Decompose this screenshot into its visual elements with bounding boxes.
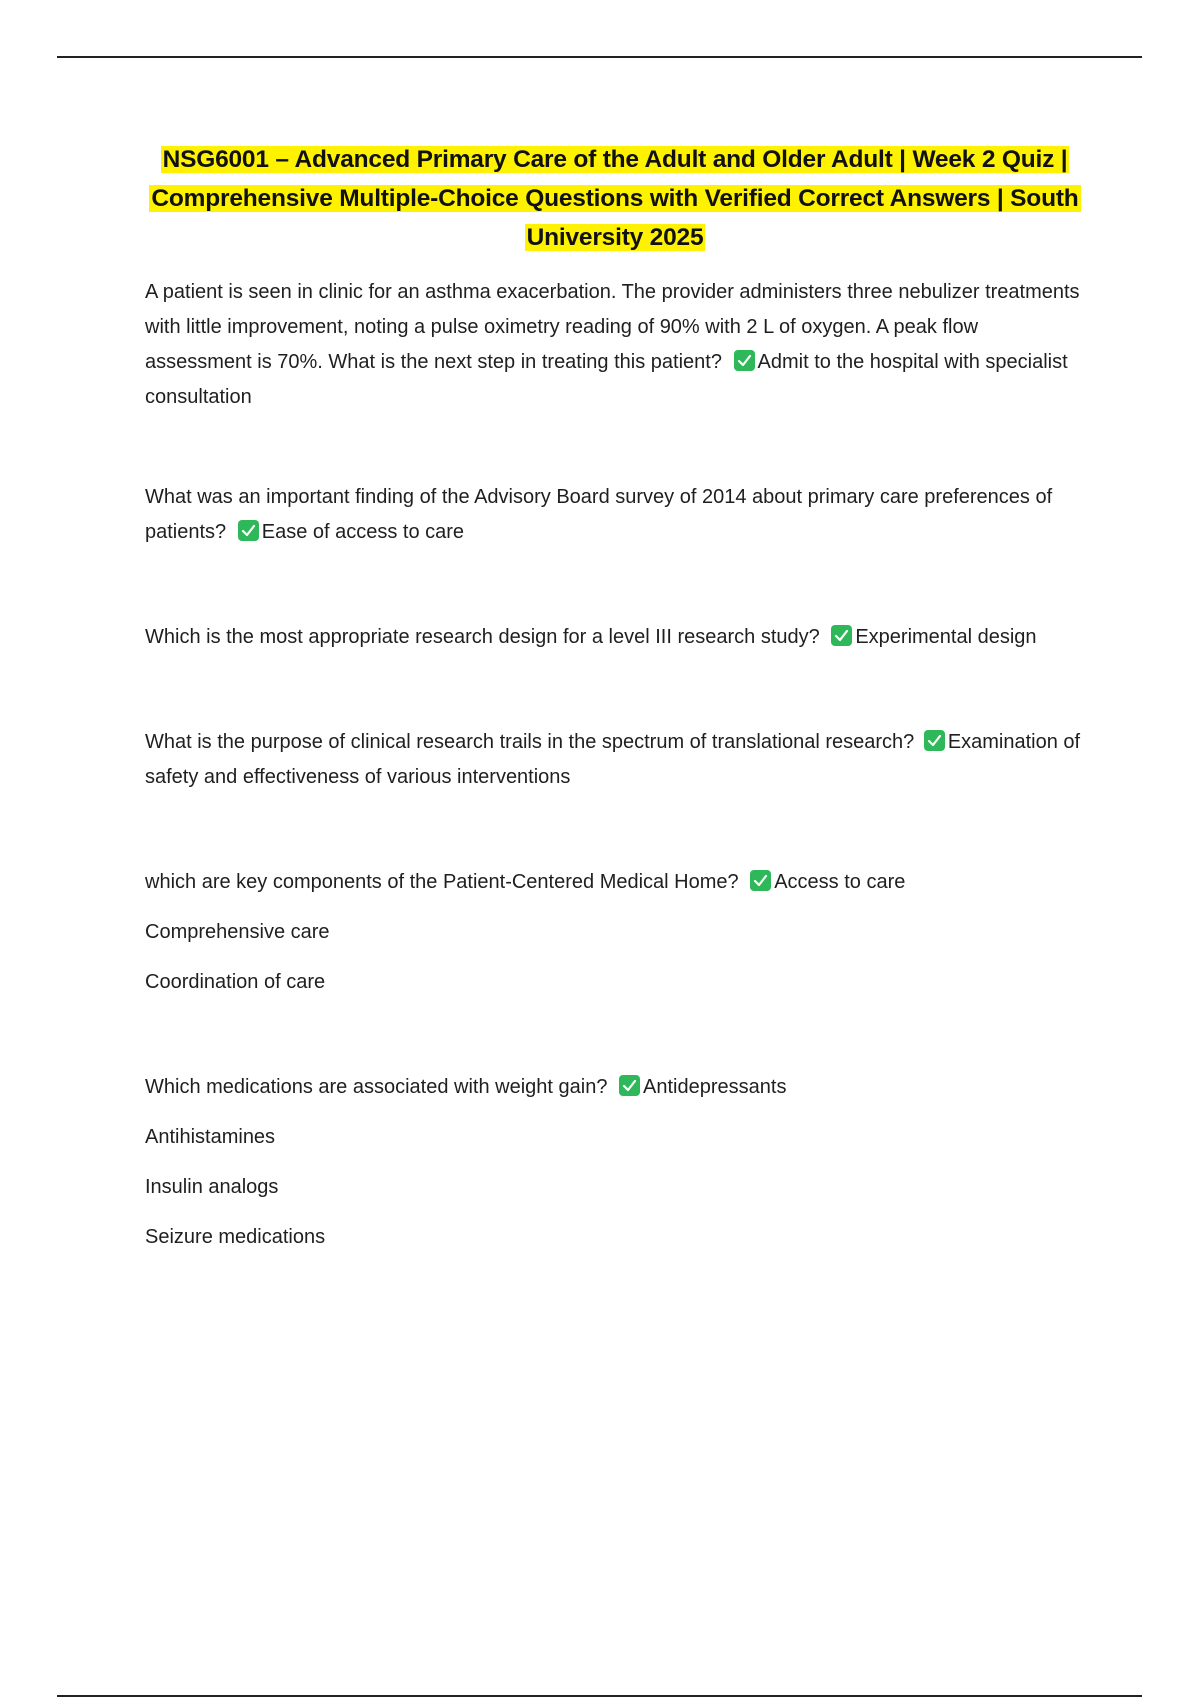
additional-answer: Antihistamines <box>145 1126 276 1148</box>
bottom-rule <box>57 1695 1142 1697</box>
qa-text <box>145 275 1085 415</box>
check-mark-icon <box>831 625 852 646</box>
question-text: What was an important finding of the Advisory Board survey of 2014 about primary care preferences of patients? <box>145 486 1053 543</box>
document-page <box>145 140 1085 1255</box>
check-mark-icon <box>750 870 771 891</box>
additional-answer: Seizure medications <box>145 1226 326 1248</box>
answer-text: Examination of safety and effectiveness of various interventions <box>145 731 1081 788</box>
qa-item <box>145 725 1085 795</box>
answer-text: Experimental design <box>855 626 1037 648</box>
question-text: which are key components of the Patient-Centered Medical Home? <box>145 871 745 893</box>
question-text: Which is the most appropriate research design for a level III research study? <box>145 626 826 648</box>
answer-text: Admit to the hospital with specialist consultation <box>145 351 1068 408</box>
qa-text <box>145 480 1085 550</box>
additional-answer: Insulin analogs <box>145 1176 279 1198</box>
check-mark-icon <box>619 1075 640 1096</box>
qa-text <box>145 865 1085 900</box>
top-rule <box>57 56 1142 58</box>
additional-answer: Coordination of care <box>145 971 326 993</box>
qa-text <box>145 725 1085 795</box>
answer-text: Ease of access to care <box>261 521 465 543</box>
qa-text <box>145 1070 1085 1105</box>
check-mark-icon <box>924 730 945 751</box>
question-text: Which medications are associated with weight gain? <box>145 1076 614 1098</box>
qa-text <box>145 620 1085 655</box>
check-mark-icon <box>734 350 755 371</box>
qa-item <box>145 620 1085 655</box>
document-title <box>145 140 1085 257</box>
title-highlight: NSG6001 – Advanced Primary Care of the Adult and Older Adult | Week 2 Quiz | Comprehensive Multiple-Choice Questions with Verified Correct Answers | South University 2025 <box>151 146 1079 251</box>
answer-text: Access to care <box>774 871 906 893</box>
qa-item <box>145 275 1085 415</box>
qa-item <box>145 1070 1085 1255</box>
question-text: A patient is seen in clinic for an asthma exacerbation. The provider administers three nebulizer treatments with little improvement, noting a pulse oximetry reading of 90% with 2 L of oxygen. A peak flow assessment is 70%. What is the next step in treating this patient? <box>145 281 1080 373</box>
question-text: What is the purpose of clinical research trails in the spectrum of translational research? <box>145 731 920 753</box>
qa-item <box>145 480 1085 550</box>
qa-item <box>145 865 1085 1000</box>
answer-text: Antidepressants <box>643 1076 787 1098</box>
check-mark-icon <box>238 520 259 541</box>
additional-answer: Comprehensive care <box>145 921 330 943</box>
